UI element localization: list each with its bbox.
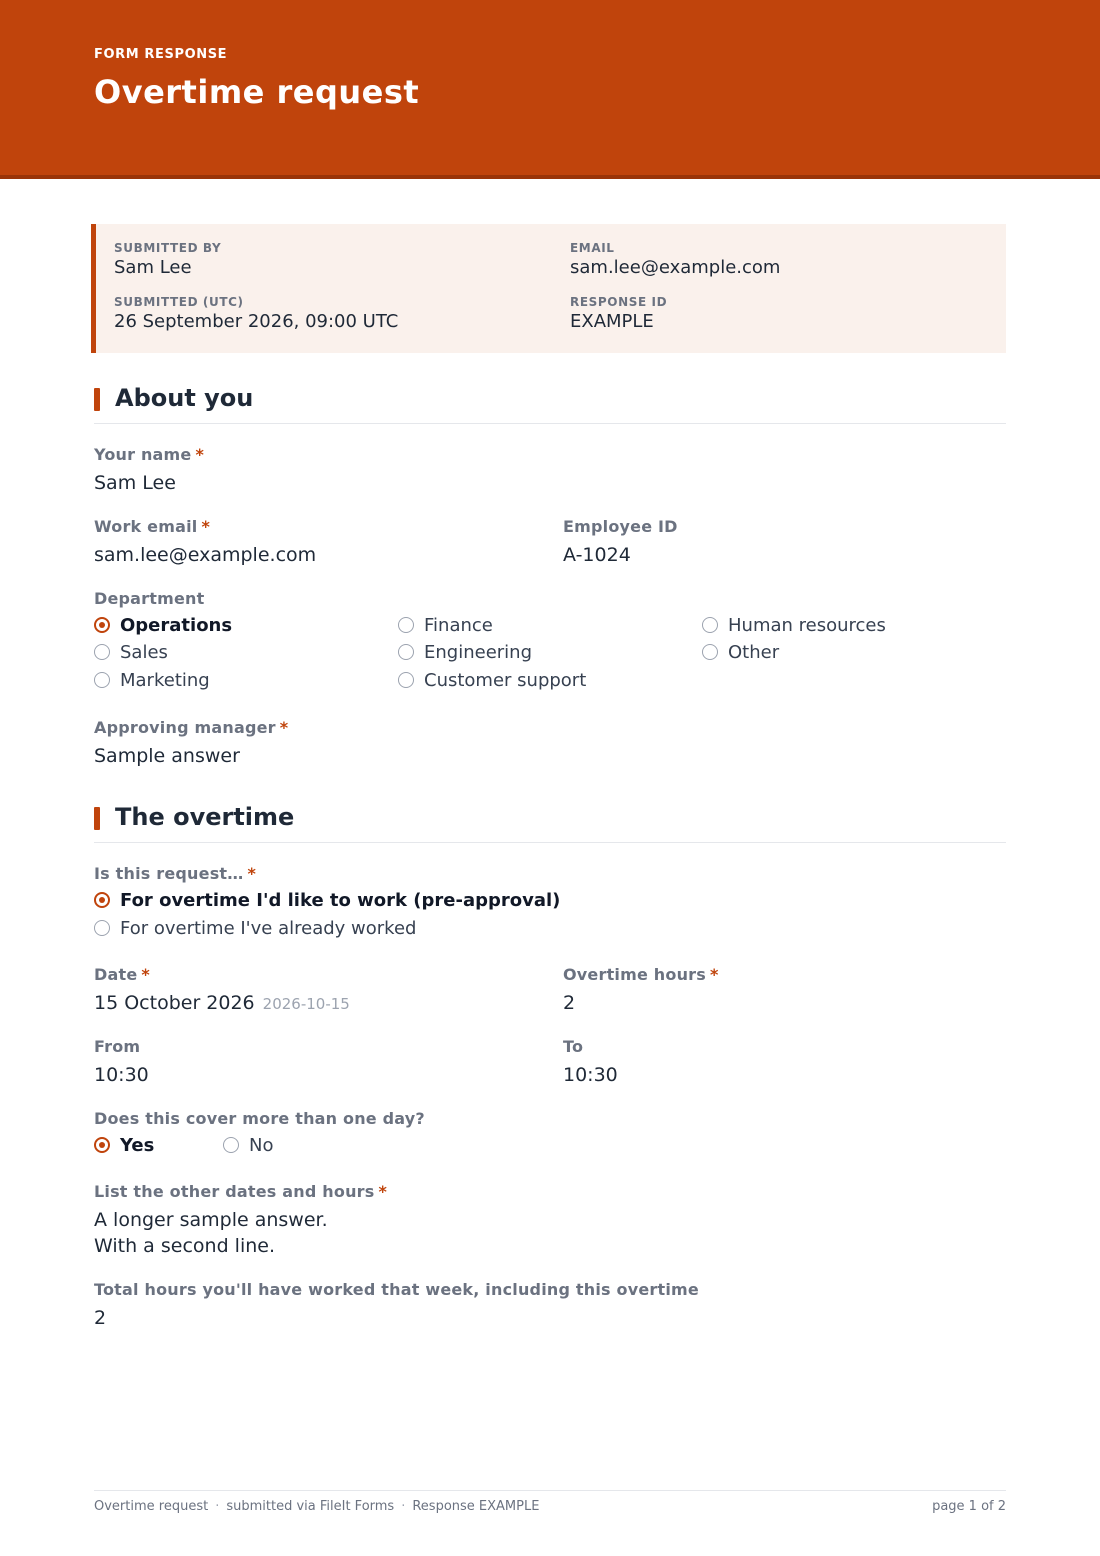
field-request-type xyxy=(94,864,256,883)
department-option-human-resources[interactable] xyxy=(702,613,886,637)
option-label: Yes xyxy=(120,1134,155,1156)
option-label: For overtime I'd like to work (pre-approval) xyxy=(120,889,561,911)
field-value-line-2: With a second line. xyxy=(94,1235,275,1257)
email-label: EMAIL xyxy=(570,241,615,255)
page-footer xyxy=(94,1490,1006,1520)
field-department xyxy=(94,589,204,608)
field-label: Does this cover more than one day? xyxy=(94,1109,425,1128)
required-mark: * xyxy=(201,517,211,536)
field-value: 10:30 xyxy=(563,1064,618,1086)
department-option-operations[interactable] xyxy=(94,613,232,637)
multi-day-option-yes[interactable] xyxy=(94,1133,154,1157)
field-value-line-1: A longer sample answer. xyxy=(94,1209,328,1231)
field-value: Sample answer xyxy=(94,745,240,767)
required-mark: * xyxy=(378,1182,388,1201)
section-the-overtime xyxy=(94,803,1006,843)
required-mark: * xyxy=(195,445,205,464)
date-iso-hint: 2026-10-15 xyxy=(262,995,350,1013)
field-label: Is this request… xyxy=(94,864,244,883)
radio-selected-icon xyxy=(94,892,110,908)
radio-icon xyxy=(223,1137,239,1153)
department-option-marketing[interactable] xyxy=(94,668,210,692)
field-label: List the other dates and hours xyxy=(94,1182,375,1201)
email-value: sam.lee@example.com xyxy=(570,257,781,278)
header-kicker: FORM RESPONSE xyxy=(94,47,228,62)
required-mark: * xyxy=(141,965,150,984)
radio-icon xyxy=(94,644,110,660)
field-date xyxy=(94,965,350,1017)
option-label: Marketing xyxy=(120,669,210,691)
option-label: Finance xyxy=(424,614,493,636)
field-label: From xyxy=(94,1037,141,1056)
radio-icon xyxy=(702,617,718,633)
department-option-finance[interactable] xyxy=(398,613,493,637)
radio-icon xyxy=(94,920,110,936)
footer-form-name: Overtime request xyxy=(94,1499,209,1514)
response-id-value: EXAMPLE xyxy=(570,311,654,332)
field-value: sam.lee@example.com xyxy=(94,544,317,566)
footer-via: submitted via FileIt Forms xyxy=(226,1499,395,1514)
section-about-you xyxy=(94,384,1006,424)
field-to xyxy=(563,1037,618,1088)
field-value: 2 xyxy=(94,1307,107,1329)
field-label: Approving manager xyxy=(94,718,276,737)
submitted-by xyxy=(114,241,221,278)
field-label: Work email xyxy=(94,517,198,536)
field-label: To xyxy=(563,1037,584,1056)
department-option-engineering[interactable] xyxy=(398,640,532,664)
option-label: Other xyxy=(728,641,780,663)
request-option-already-worked[interactable] xyxy=(94,916,416,940)
department-option-customer-support[interactable] xyxy=(398,668,586,692)
option-label: Human resources xyxy=(728,614,886,636)
radio-icon xyxy=(94,672,110,688)
option-label: No xyxy=(249,1134,274,1156)
submission-meta-panel xyxy=(91,224,1006,353)
submitted-by-label: SUBMITTED BY xyxy=(114,241,222,255)
field-overtime-hours xyxy=(563,965,719,1016)
response-id-label: RESPONSE ID xyxy=(570,295,668,309)
required-mark: * xyxy=(710,965,719,984)
field-value: 2 xyxy=(563,992,576,1014)
field-label: Date xyxy=(94,965,138,984)
department-option-other[interactable] xyxy=(702,640,779,664)
field-value: Sam Lee xyxy=(94,472,176,494)
footer-separator: · xyxy=(215,1499,220,1514)
form-title: Overtime request xyxy=(94,73,420,111)
radio-icon xyxy=(398,644,414,660)
radio-icon xyxy=(398,672,414,688)
form-header xyxy=(0,0,1100,179)
section-accent-bar xyxy=(94,388,100,411)
field-from xyxy=(94,1037,149,1088)
radio-icon xyxy=(398,617,414,633)
section-title: About you xyxy=(115,384,254,412)
field-label: Total hours you'll have worked that week, including this overtime xyxy=(94,1280,699,1299)
field-value: 15 October 2026 xyxy=(94,992,255,1014)
field-employee-id xyxy=(563,517,678,568)
response-id xyxy=(570,295,667,332)
field-value: A-1024 xyxy=(563,544,631,566)
field-work-email xyxy=(94,517,316,568)
footer-separator: · xyxy=(401,1499,406,1514)
option-label: Sales xyxy=(120,641,168,663)
multi-day-option-no[interactable] xyxy=(223,1133,273,1157)
field-total-hours xyxy=(94,1280,699,1331)
radio-selected-icon xyxy=(94,1137,110,1153)
field-label: Overtime hours xyxy=(563,965,706,984)
department-option-sales[interactable] xyxy=(94,640,168,664)
email xyxy=(570,241,780,278)
submitted-utc-label: SUBMITTED (UTC) xyxy=(114,295,244,309)
field-label: Your name xyxy=(94,445,192,464)
field-your-name xyxy=(94,445,204,496)
field-value: 10:30 xyxy=(94,1064,149,1086)
field-label: Employee ID xyxy=(563,517,678,536)
submitted-by-value: Sam Lee xyxy=(114,257,192,278)
submitted-utc-value: 26 September 2026, 09:00 UTC xyxy=(114,311,399,332)
required-mark: * xyxy=(279,718,289,737)
option-label: For overtime I've already worked xyxy=(120,917,417,939)
page-number: page 1 of 2 xyxy=(932,1499,1006,1514)
field-label: Department xyxy=(94,589,205,608)
required-mark: * xyxy=(247,864,257,883)
field-multi-day xyxy=(94,1109,425,1128)
option-label: Operations xyxy=(120,614,233,636)
radio-icon xyxy=(702,644,718,660)
request-option-pre-approval[interactable] xyxy=(94,888,560,912)
section-title: The overtime xyxy=(115,803,295,831)
footer-response: Response EXAMPLE xyxy=(412,1499,540,1514)
field-other-dates xyxy=(94,1182,387,1259)
section-accent-bar xyxy=(94,807,100,830)
option-label: Customer support xyxy=(424,669,587,691)
submitted-utc xyxy=(114,295,398,332)
radio-selected-icon xyxy=(94,617,110,633)
field-approving-manager xyxy=(94,718,288,769)
option-label: Engineering xyxy=(424,641,532,663)
